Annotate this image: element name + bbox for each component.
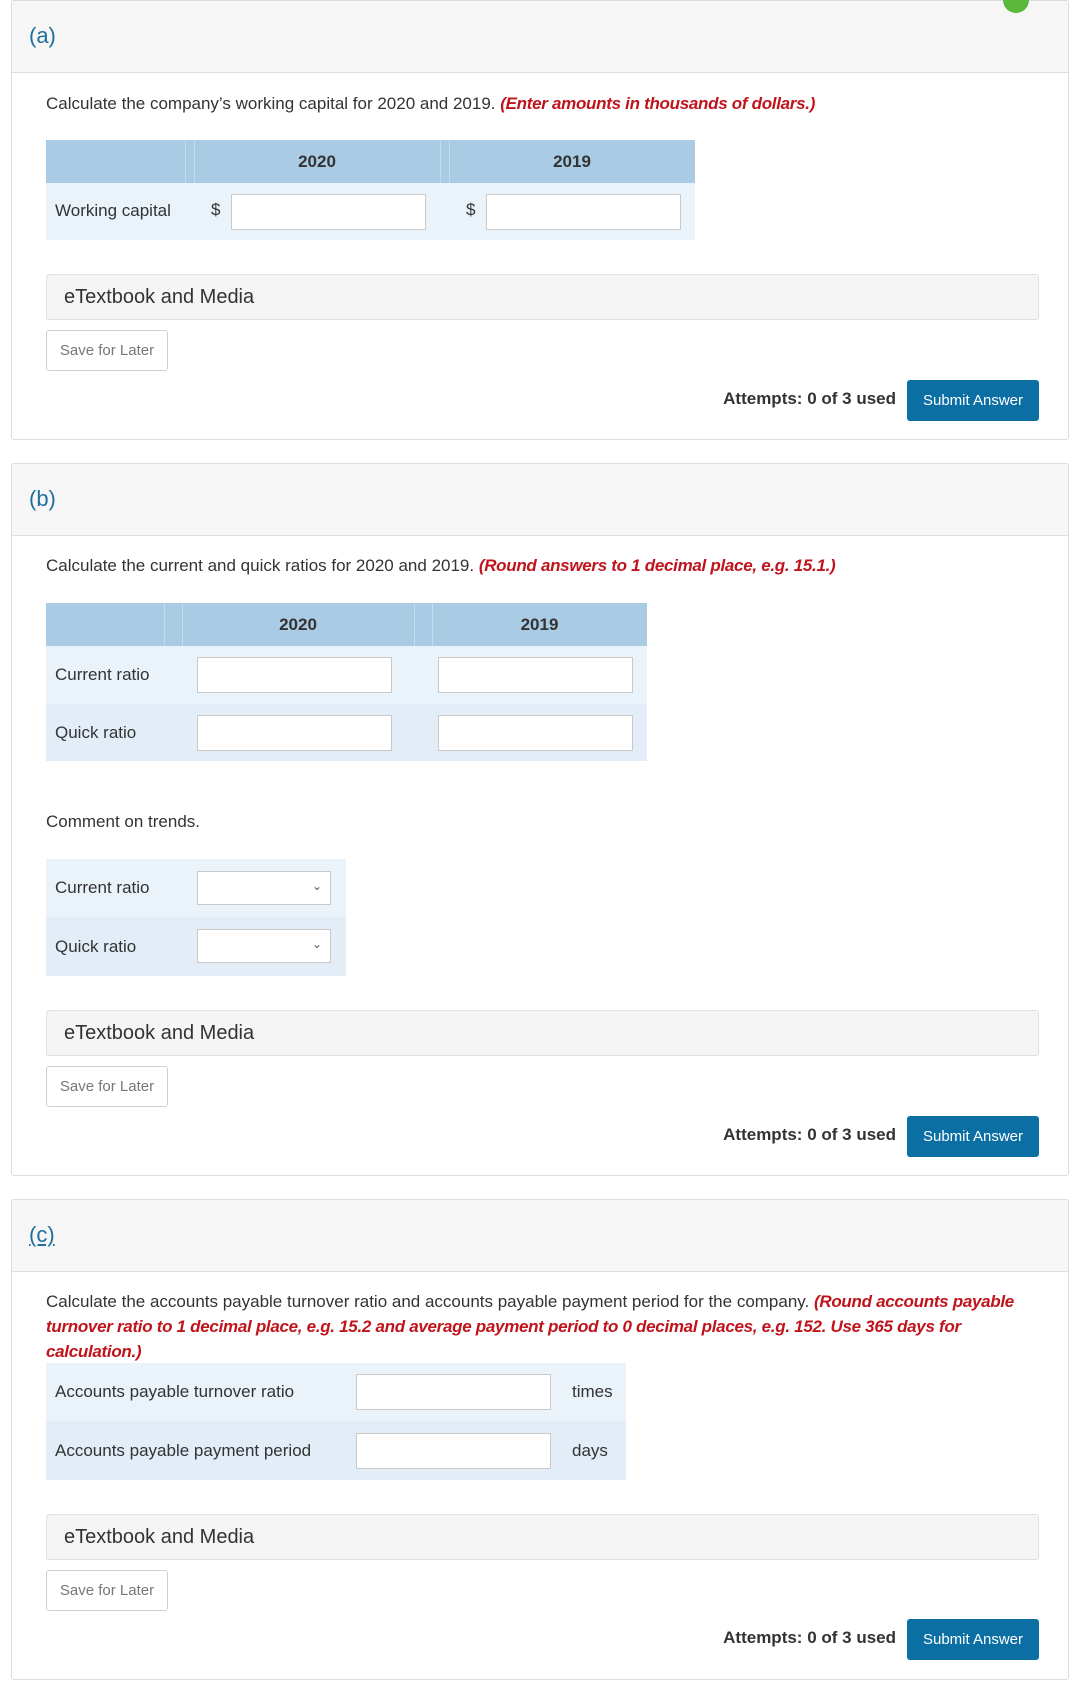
save-for-later-button[interactable]: Save for Later	[46, 1570, 168, 1611]
current-ratio-2020-input[interactable]	[197, 657, 392, 693]
comment-prompt: Comment on trends.	[46, 812, 201, 831]
submit-answer-button[interactable]: Submit Answer	[907, 380, 1039, 421]
ap-payment-period-input[interactable]	[356, 1433, 551, 1469]
part-a-header	[12, 1, 1068, 73]
part-a-panel	[11, 0, 1069, 440]
table-header	[46, 603, 647, 646]
unit-days: days	[572, 1441, 608, 1460]
trends-table	[46, 859, 346, 976]
attempts-counter: Attempts: 0 of 3 used	[723, 1628, 896, 1647]
save-for-later-button[interactable]: Save for Later	[46, 1066, 168, 1107]
etextbook-media-link[interactable]: eTextbook and Media	[46, 1010, 1039, 1056]
column-2019: 2019	[553, 152, 591, 171]
currency-symbol: $	[211, 200, 221, 219]
quick-ratio-2020-input[interactable]	[197, 715, 392, 751]
table-row	[46, 646, 647, 704]
part-a-prompt: Calculate the company’s working capital for 2020 and 2019. (Enter amounts in thousands of dollars.)	[46, 94, 816, 113]
part-c-panel	[11, 1199, 1069, 1680]
column-2020: 2020	[279, 615, 317, 634]
save-for-later-button[interactable]: Save for Later	[46, 330, 168, 371]
row-label-quick-ratio: Quick ratio	[55, 937, 137, 956]
part-c-header	[12, 1200, 1068, 1272]
part-c-hint: (Round accounts payable turnover ratio to 1 decimal place, e.g. 15.2 and average payment period to 0 decimal places, e.g. 152. Use 365 days for calculation.)	[46, 1292, 1014, 1361]
row-label-ap-payment-period: Accounts payable payment period	[55, 1441, 312, 1460]
quick-ratio-2019-input[interactable]	[438, 715, 633, 751]
part-c-label: (c)	[29, 1222, 55, 1247]
part-b-prompt: Calculate the current and quick ratios for 2020 and 2019. (Round answers to 1 decimal place, e.g. 15.1.)	[46, 556, 836, 575]
row-label-current-ratio: Current ratio	[55, 878, 150, 897]
attempts-counter: Attempts: 0 of 3 used	[723, 1125, 896, 1144]
submit-answer-button[interactable]: Submit Answer	[907, 1619, 1039, 1660]
chevron-down-icon: ⌄	[311, 879, 322, 893]
column-2019: 2019	[520, 615, 559, 634]
part-a-hint: (Enter amounts in thousands of dollars.)	[500, 94, 816, 113]
unit-times: times	[572, 1382, 613, 1401]
quick-ratio-trend-select[interactable]	[197, 929, 331, 963]
table-row	[46, 183, 695, 240]
payables-table	[46, 1363, 626, 1480]
working-capital-2020-input[interactable]	[231, 194, 426, 230]
row-label-working-capital: Working capital	[55, 201, 171, 220]
table-row	[46, 859, 346, 917]
part-b-hint: (Round answers to 1 decimal place, e.g. 15.1.)	[478, 556, 836, 575]
row-label-ap-turnover: Accounts payable turnover ratio	[55, 1382, 295, 1401]
current-ratio-trend-select[interactable]	[197, 871, 331, 905]
currency-symbol: $	[466, 200, 476, 219]
part-b-panel	[11, 463, 1069, 1176]
part-a-label: (a)	[29, 23, 56, 48]
table-row	[46, 1363, 626, 1421]
submit-answer-button[interactable]: Submit Answer	[907, 1116, 1039, 1157]
table-row	[46, 917, 346, 976]
etextbook-media-link[interactable]: eTextbook and Media	[46, 274, 1039, 320]
table-row	[46, 704, 647, 761]
column-2020: 2020	[298, 152, 336, 171]
ap-turnover-ratio-input[interactable]	[356, 1374, 551, 1410]
row-label-current-ratio: Current ratio	[55, 665, 150, 684]
table-row	[46, 1421, 626, 1480]
chevron-down-icon: ⌄	[311, 937, 322, 951]
current-ratio-2019-input[interactable]	[438, 657, 633, 693]
etextbook-media-link[interactable]: eTextbook and Media	[46, 1514, 1039, 1560]
table-header	[46, 140, 695, 183]
ratios-table	[46, 603, 647, 761]
part-c-prompt: Calculate the accounts payable turnover ratio and accounts payable payment period for the company. (Round accounts payable turnover ratio to 1 decimal place, e.g. 15.2 and average payment period to 0 decimal places, e.g. 152. Use 365 days for calculation.)	[46, 1292, 1014, 1361]
working-capital-table	[46, 140, 695, 240]
attempts-counter: Attempts: 0 of 3 used	[723, 389, 896, 408]
part-b-header	[12, 464, 1068, 536]
part-b-label: (b)	[29, 486, 56, 511]
working-capital-2019-input[interactable]	[486, 194, 681, 230]
row-label-quick-ratio: Quick ratio	[55, 723, 137, 742]
